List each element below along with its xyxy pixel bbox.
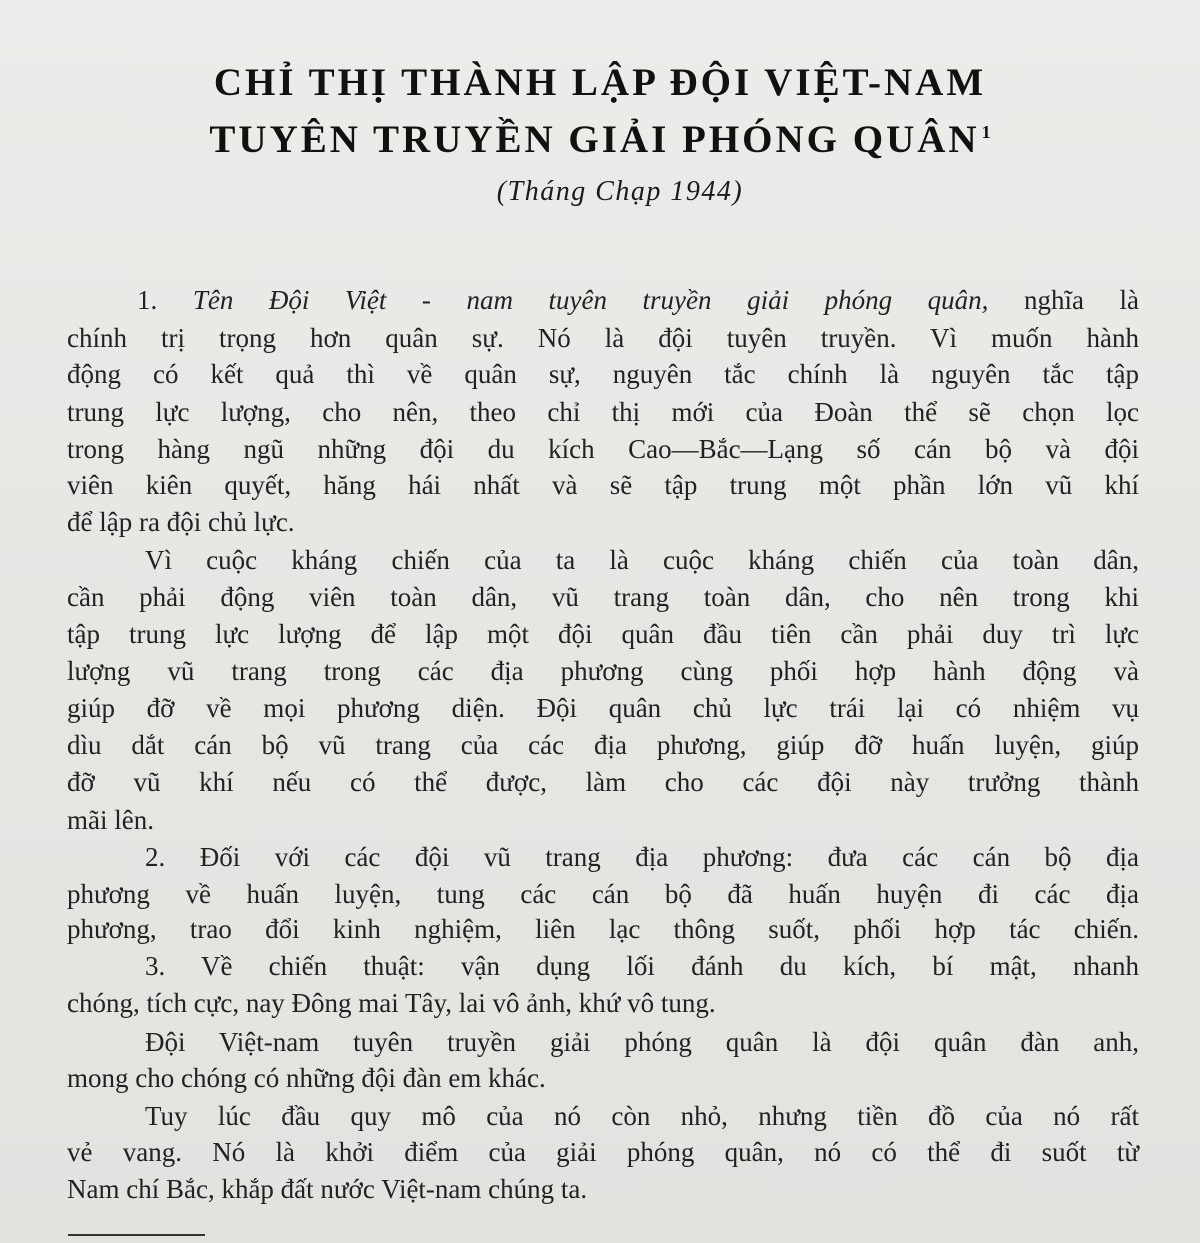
text-line: trong hàng ngũ những đội du kích Cao—Bắc—Lạng số cán bộ và đội [67,434,1139,464]
footnote-mark: 1 [981,122,991,142]
footnote-divider [68,1234,205,1236]
text-line: Nam chí Bắc, khắp đất nước Việt-nam chúng ta. [67,1174,588,1204]
text-line: phương về huấn luyện, tung các cán bộ đã huấn huyện đi các địa [67,879,1139,909]
text-line: 3. Về chiến thuật: vận dụng lối đánh du kích, bí mật, nhanh [145,951,1139,981]
title-text-2: TUYÊN TRUYỀN GIẢI PHÓNG QUÂN [209,118,980,161]
text-line: động có kết quả thì về quân sự, nguyên tắc chính là nguyên tắc tập [67,359,1139,389]
text-line: chóng, tích cực, nay Đông mai Tây, lai vô ảnh, khứ vô tung. [67,988,716,1018]
text-line: 1. Tên Đội Việt - nam tuyên truyền giải phóng quân, nghĩa là [137,285,1139,315]
text-line: chính trị trọng hơn quân sự. Nó là đội tuyên truyền. Vì muốn hành [67,323,1139,353]
document-title-line-2 [0,117,1200,162]
text-line: mãi lên. [67,805,154,835]
text-line: đỡ vũ khí nếu có thể được, làm cho các đội này trưởng thành [67,767,1139,797]
text-line: viên kiên quyết, hăng hái nhất và sẽ tập trung một phần lớn vũ khí [67,470,1139,500]
text-line: trung lực lượng, cho nên, theo chỉ thị mới của Đoàn thể sẽ chọn lọc [67,397,1139,427]
text-line: giúp đỡ về mọi phương diện. Đội quân chủ lực trái lại có nhiệm vụ [67,693,1139,723]
text-line: để lập ra đội chủ lực. [67,507,295,537]
text-line: dìu dắt cán bộ vũ trang của các địa phương, giúp đỡ huấn luyện, giúp [67,730,1139,760]
text-line: mong cho chóng có những đội đàn em khác. [67,1063,546,1093]
text-line: tập trung lực lượng để lập một đội quân đầu tiên cần phải duy trì lực [67,619,1139,649]
document-date: (Tháng Chạp 1944) [496,176,744,207]
text-line: lượng vũ trang trong các địa phương cùng phối hợp hành động và [67,656,1139,686]
document-title-line-1 [0,60,1200,105]
text-line: Đội Việt-nam tuyên truyền giải phóng quân là đội quân đàn anh, [145,1027,1139,1057]
text-line: phương, trao đổi kinh nghiệm, liên lạc thông suốt, phối hợp tác chiến. [67,914,1139,944]
text-line: vẻ vang. Nó là khởi điểm của giải phóng quân, nó có thể đi suốt từ [67,1137,1139,1167]
text-line: 2. Đối với các đội vũ trang địa phương: đưa các cán bộ địa [145,842,1139,872]
text-line: Tuy lúc đầu quy mô của nó còn nhỏ, nhưng tiền đồ của nó rất [145,1101,1139,1131]
text-line: cần phải động viên toàn dân, vũ trang toàn dân, cho nên trong khi [67,582,1139,612]
title-text-1: CHỈ THỊ THÀNH LẬP ĐỘI VIỆT-NAM [213,61,987,104]
text-line: Vì cuộc kháng chiến của ta là cuộc kháng chiến của toàn dân, [145,545,1139,575]
